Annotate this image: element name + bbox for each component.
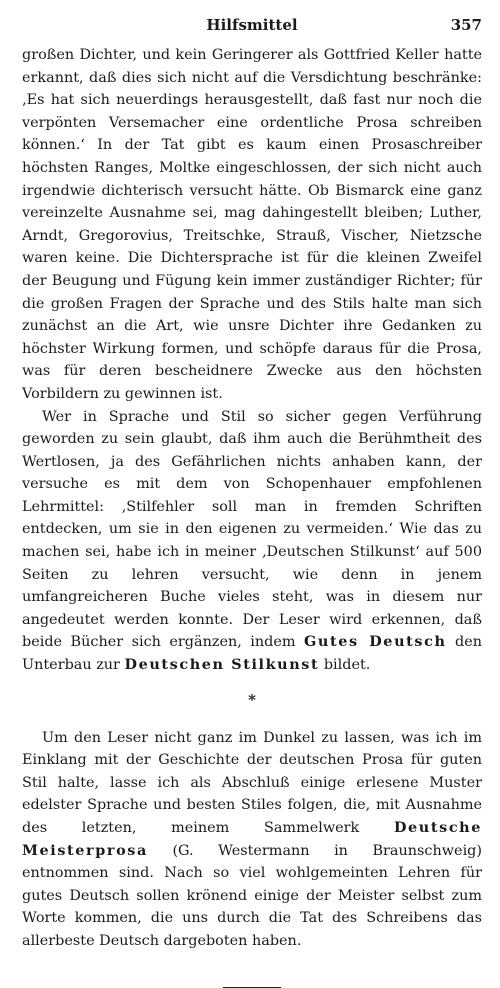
section-separator: *	[248, 690, 256, 709]
paragraph-2	[22, 406, 482, 677]
page-number: 357	[450, 16, 482, 34]
paragraph-2-text-after: bildet.	[323, 657, 371, 674]
paragraph-3-text-after: (G. Westermann in Braunschweig) entnommen sind. Nach so viel wohlgemeinten Lehren für gutes Deutsch sollen krönend einige der Meister selbst zum Worte kommen, die uns durch die Tat des Schreibens das allerbeste Deutsch dargeboten haben.	[22, 842, 482, 949]
paragraph-2-text-before: Wer in Sprache und Stil so sicher gegen Verführung geworden zu sein glaubt, daß ihm auch die Berühmtheit des Wertlosen, ja des Gefährlichen nichts anhaben kann, der versuche es mit dem von Schopenhauer empfohlenen Lehrmittel: ‚Stilfehler soll man in fremden Schriften entdecken, um sie in den eigenen zu vermeiden.‘ Wie das zu machen sei, habe ich in meiner ‚Deutschen Stilkunst‘ auf 500 Seiten zu lehren versucht, wie denn in jenem umfangreicheren Buche vieles steht, was in diesem nur angedeutet werden konnte. Der Leser wird erkennen, daß beide Bücher sich ergänzen, indem	[22, 408, 482, 651]
paragraph-2-text-middle: den Unterbau zur	[22, 634, 483, 674]
book-page	[22, 14, 482, 988]
end-rule	[223, 987, 281, 988]
book-title-deutsche-meisterprosa: Deutsche Meisterprosa	[22, 819, 482, 859]
paragraph-3-text-before: Um den Leser nicht ganz im Dunkel zu lassen, was ich im Einklang mit der Geschichte der deutschen Prosa für guten Stil halte, lasse ich als Abschluß einige erlesene Muster edelster Sprache und besten Stiles folgen, die, mit Ausnahme des letzten, meinem Sammelwerk	[22, 729, 482, 836]
book-title-deutsche-stilkunst: Deutschen Stilkunst	[124, 656, 320, 674]
running-title: Hilfsmittel	[206, 16, 298, 34]
page-header	[22, 14, 482, 40]
paragraph-1: großen Dichter, und kein Geringerer als Gottfried Keller hatte erkannt, daß dies sich nicht auf die Versdichtung beschränke: ‚Es hat sich neuerdings herausgestellt, daß fast nur noch die verpönten Versemacher eine ordentliche Prosa schreiben können.‘ In der Tat gibt es kaum einen Prosaschreiber höchsten Ranges, Moltke eingeschlossen, der sich nicht auch irgendwie dichterisch versucht hätte. Ob Bismarck eine ganz vereinzelte Ausnahme sei, mag dahingestellt bleiben; Luther, Arndt, Gregorovius, Treitschke, Strauß, Vischer, Nietzsche waren keine. Die Dichtersprache ist für die kleinen Zweifel der Beugung und Fügung kein immer zuständiger Richter; für die großen Fragen der Sprache und des Stils halte man sich zunächst an die Art, wie unsre Dichter ihre Gedanken zu höchster Wirkung formen, und schöpfe daraus für die Prosa, was für deren bescheidnere Zwecke aus den höchsten Vorbildern zu gewinnen ist.	[22, 47, 482, 402]
paragraph-3	[22, 727, 482, 953]
book-title-gutes-deutsch: Gutes Deutsch	[304, 633, 447, 651]
